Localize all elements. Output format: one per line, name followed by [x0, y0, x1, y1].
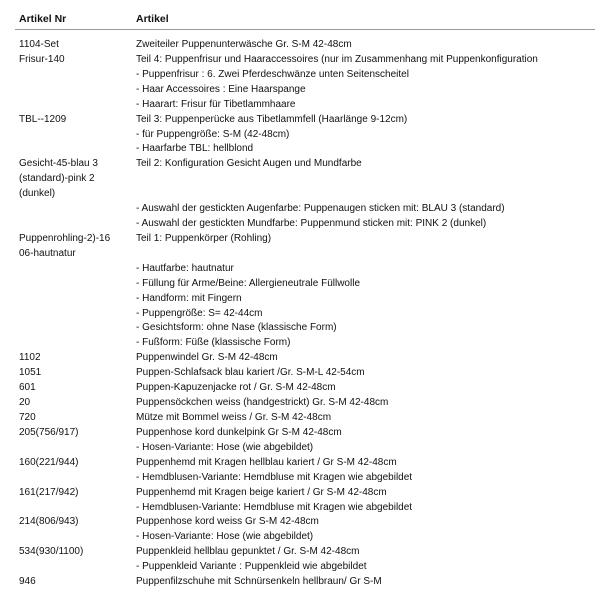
article-number: 1051	[19, 367, 42, 379]
article-description: - Haarart: Frisur für Tibetlammhaare	[136, 98, 296, 110]
article-description: - Haar Accessoires : Eine Haarspange	[136, 83, 306, 95]
table-row	[0, 366, 600, 380]
article-description: - für Puppengröße: S-M (42-48cm)	[136, 128, 290, 140]
article-description: Zweiteiler Puppenunterwäsche Gr. S-M 42-48cm	[136, 39, 352, 50]
table-row	[0, 113, 600, 127]
table-row	[0, 307, 600, 321]
header-article-number: Artikel Nr	[19, 13, 67, 25]
table-row	[0, 202, 600, 216]
article-description: - Gesichtsform: ohne Nase (klassische Form)	[136, 322, 337, 334]
article-number: 946	[19, 576, 36, 588]
article-number: 205(756/917)	[19, 426, 79, 438]
article-description: Puppenhemd mit Kragen hellblau kariert / Gr S-M 42-48cm	[136, 456, 397, 468]
article-number: (dunkel)	[19, 188, 56, 200]
table-row	[0, 396, 600, 410]
article-number: 1104-Set	[19, 39, 59, 50]
table-row	[0, 172, 600, 186]
table-row	[0, 336, 600, 350]
table-row	[0, 545, 600, 559]
article-number: TBL--1209	[19, 113, 67, 125]
article-number: 161(217/942)	[19, 486, 79, 498]
article-description: Puppenkleid hellblau gepunktet / Gr. S-M 42-48cm	[136, 546, 360, 558]
table-row	[0, 187, 600, 201]
table-row	[0, 128, 600, 142]
header-divider	[15, 29, 595, 30]
article-description: - Auswahl der gestickten Mundfarbe: Puppenmund sticken mit: PINK 2 (dunkel)	[136, 218, 487, 230]
article-description: Teil 2: Konfiguration Gesicht Augen und Mundfarbe	[136, 158, 362, 170]
article-description: Puppenhemd mit Kragen beige kariert / Gr S-M 42-48cm	[136, 486, 387, 498]
article-description: - Hosen-Variante: Hose (wie abgebildet)	[136, 441, 314, 453]
table-row	[0, 98, 600, 112]
article-description: - Füllung für Arme/Beine: Allergieneutrale Füllwolle	[136, 277, 360, 289]
article-number: 160(221/944)	[19, 456, 79, 468]
table-row	[0, 530, 600, 544]
table-row	[0, 381, 600, 395]
table-row	[0, 277, 600, 291]
table-row	[0, 83, 600, 97]
article-number: (standard)-pink 2	[19, 173, 95, 185]
article-description: Puppenhose kord dunkelpink Gr S-M 42-48cm	[136, 426, 342, 438]
table-row	[0, 456, 600, 470]
article-description: - Puppenfrisur : 6. Zwei Pferdeschwänze unten Seitenscheitel	[136, 68, 409, 80]
article-description: - Hemdblusen-Variante: Hemdbluse mit Kragen wie abgebildet	[136, 501, 413, 513]
article-number: Puppenrohling-2)-16	[19, 232, 111, 244]
table-row	[0, 426, 600, 440]
table-row	[0, 321, 600, 335]
article-description: - Hautfarbe: hautnatur	[136, 262, 234, 274]
article-description: Puppenwindel Gr. S-M 42-48cm	[136, 352, 278, 364]
article-description: - Auswahl der gestickten Augenfarbe: Puppenaugen sticken mit: BLAU 3 (standard)	[136, 203, 505, 215]
article-description: Puppenhose kord weiss Gr S-M 42-48cm	[136, 516, 319, 528]
article-number: 720	[19, 412, 36, 423]
table-row	[0, 68, 600, 82]
table-row	[0, 471, 600, 485]
article-description: Puppen-Schlafsack blau kariert /Gr. S-M-L 42-54cm	[136, 367, 365, 379]
table-row	[0, 351, 600, 365]
article-number: 601	[19, 382, 36, 394]
article-number: 1102	[19, 352, 41, 364]
table-row	[0, 575, 600, 589]
table-row	[0, 262, 600, 276]
article-description: - Hemdblusen-Variante: Hemdbluse mit Kragen wie abgebildet	[136, 471, 413, 483]
article-number: 06-hautnatur	[19, 247, 76, 259]
table-row	[0, 38, 600, 52]
table-row	[0, 441, 600, 455]
article-description: - Handform: mit Fingern	[136, 292, 242, 304]
article-description: - Puppengröße: S= 42-44cm	[136, 307, 263, 319]
article-description: - Fußform: Füße (klassische Form)	[136, 337, 291, 349]
article-number: Gesicht-45-blau 3	[19, 158, 98, 170]
table-row	[0, 232, 600, 246]
table-row	[0, 157, 600, 171]
article-description: Puppensöckchen weiss (handgestrickt) Gr. S-M 42-48cm	[136, 397, 389, 409]
article-description: Mütze mit Bommel weiss / Gr. S-M 42-48cm	[136, 412, 332, 423]
article-number: 534(930/1100)	[19, 546, 84, 558]
article-description: Teil 3: Puppenperücke aus Tibetlammfell (Haarlänge 9-12cm)	[136, 113, 408, 125]
table-row	[0, 501, 600, 515]
table-row	[0, 247, 600, 261]
table-row	[0, 292, 600, 306]
table-row	[0, 411, 600, 425]
article-description: - Haarfarbe TBL: hellblond	[136, 143, 254, 155]
article-description: - Hosen-Variante: Hose (wie abgebildet)	[136, 531, 314, 543]
header-article: Artikel	[136, 13, 169, 25]
article-number: 214(806/943)	[19, 516, 79, 528]
table-row	[0, 53, 600, 67]
table-row	[0, 142, 600, 156]
table-row	[0, 486, 600, 500]
table-row	[0, 217, 600, 231]
article-number: 20	[19, 397, 31, 409]
table-row	[0, 515, 600, 529]
article-description: Puppen-Kapuzenjacke rot / Gr. S-M 42-48cm	[136, 382, 336, 394]
article-description: Teil 1: Puppenkörper (Rohling)	[136, 232, 272, 244]
article-number: Frisur-140	[19, 53, 65, 65]
table-row	[0, 560, 600, 574]
article-description: Teil 4: Puppenfrisur und Haaraccessoires (nur im Zusammenhang mit Puppenkonfiguration	[136, 53, 538, 65]
article-description: - Puppenkleid Variante : Puppenkleid wie abgebildet	[136, 561, 367, 573]
article-description: Puppenfilzschuhe mit Schnürsenkeln hellbraun/ Gr S-M	[136, 576, 382, 588]
